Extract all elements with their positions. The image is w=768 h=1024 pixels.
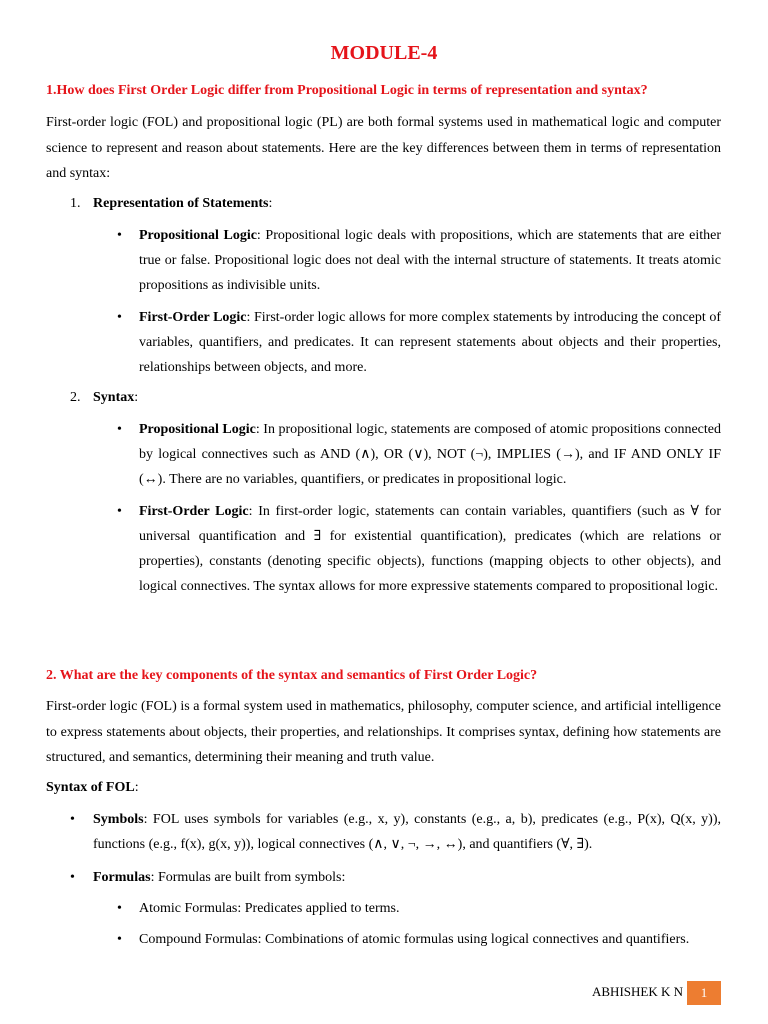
page-number-badge: 1 xyxy=(687,981,721,1005)
bullet-icon: • xyxy=(70,812,75,827)
syntax-heading: Syntax of FOL: xyxy=(46,780,139,795)
bullet-icon: • xyxy=(117,504,122,519)
bullet-icon: • xyxy=(70,870,75,885)
atomic-formulas-item: Atomic Formulas: Predicates applied to terms. xyxy=(139,901,400,916)
list-item-1-bullet-2: First-Order Logic: First-order logic allows for more complex statements by introducing the concept of variables, quantifiers, and predicates. It can represent statements about objects and their properties, relationships between objects, and more. xyxy=(139,310,721,375)
bullet-icon: • xyxy=(117,422,122,437)
bullet-icon: • xyxy=(117,310,122,325)
compound-formulas-item: Compound Formulas: Combinations of atomic formulas using logical connectives and quantifiers. xyxy=(139,932,690,947)
list-item-1-heading: Representation of Statements: xyxy=(93,196,273,211)
question-2-heading: 2. What are the key components of the syntax and semantics of First Order Logic? xyxy=(46,668,538,683)
list-item-2-heading: Syntax: xyxy=(93,390,139,405)
question-1-heading: 1.How does First Order Logic differ from Propositional Logic in terms of representation and syntax? xyxy=(46,83,648,98)
list-number-2: 2. xyxy=(70,390,81,405)
bullet-icon: • xyxy=(117,901,122,916)
bullet-icon: • xyxy=(117,932,122,947)
bullet-icon: • xyxy=(117,228,122,243)
question-1-intro: First-order logic (FOL) and propositional logic (PL) are both formal systems used in mathematical logic and computer science to represent and reason about statements. Here are the key differences between them in terms of representation and syntax: xyxy=(46,115,721,181)
list-item-1-bullet-1: Propositional Logic: Propositional logic deals with propositions, which are statements that are either true or false. Propositional logic does not deal with the internal structure of statements. It treats atomic propositions as indivisible units. xyxy=(139,228,721,293)
list-item-2-bullet-2: First-Order Logic: In first-order logic, statements can contain variables, quantifiers (such as ∀ for universal quantification and ∃ for existential quantification), predicates (which are relations or properties), constants (denoting specific objects), functions (mapping objects to other objects), and logical connectives. The syntax allows for more expressive statements compared to propositional logic. xyxy=(139,504,721,594)
page-title: MODULE-4 xyxy=(330,42,438,64)
list-number-1: 1. xyxy=(70,196,81,211)
list-item-2-bullet-1: Propositional Logic: In propositional logic, statements are composed of atomic propositions connected by logical connectives such as AND (∧), OR (∨), NOT (¬), IMPLIES (→), and IF AND ONLY IF (↔). There are no variables, quantifiers, or predicates in propositional logic. xyxy=(139,422,721,487)
footer-author: ABHISHEK K N xyxy=(592,984,683,999)
question-2-intro: First-order logic (FOL) is a formal system used in mathematics, philosophy, computer science, and artificial intelligence to express statements about objects, their properties, and relationships. It comprises syntax, defining how statements are structured, and semantics, determining their meaning and truth value. xyxy=(46,699,721,765)
formulas-bullet: Formulas: Formulas are built from symbols: xyxy=(93,870,346,885)
symbols-bullet: Symbols: FOL uses symbols for variables (e.g., x, y), constants (e.g., a, b), predicates (e.g., P(x), Q(x, y)), functions (e.g., f(x), g(x, y)), logical connectives (∧, ∨, ¬, →, ↔), and quantifiers (∀, ∃). xyxy=(93,812,721,852)
